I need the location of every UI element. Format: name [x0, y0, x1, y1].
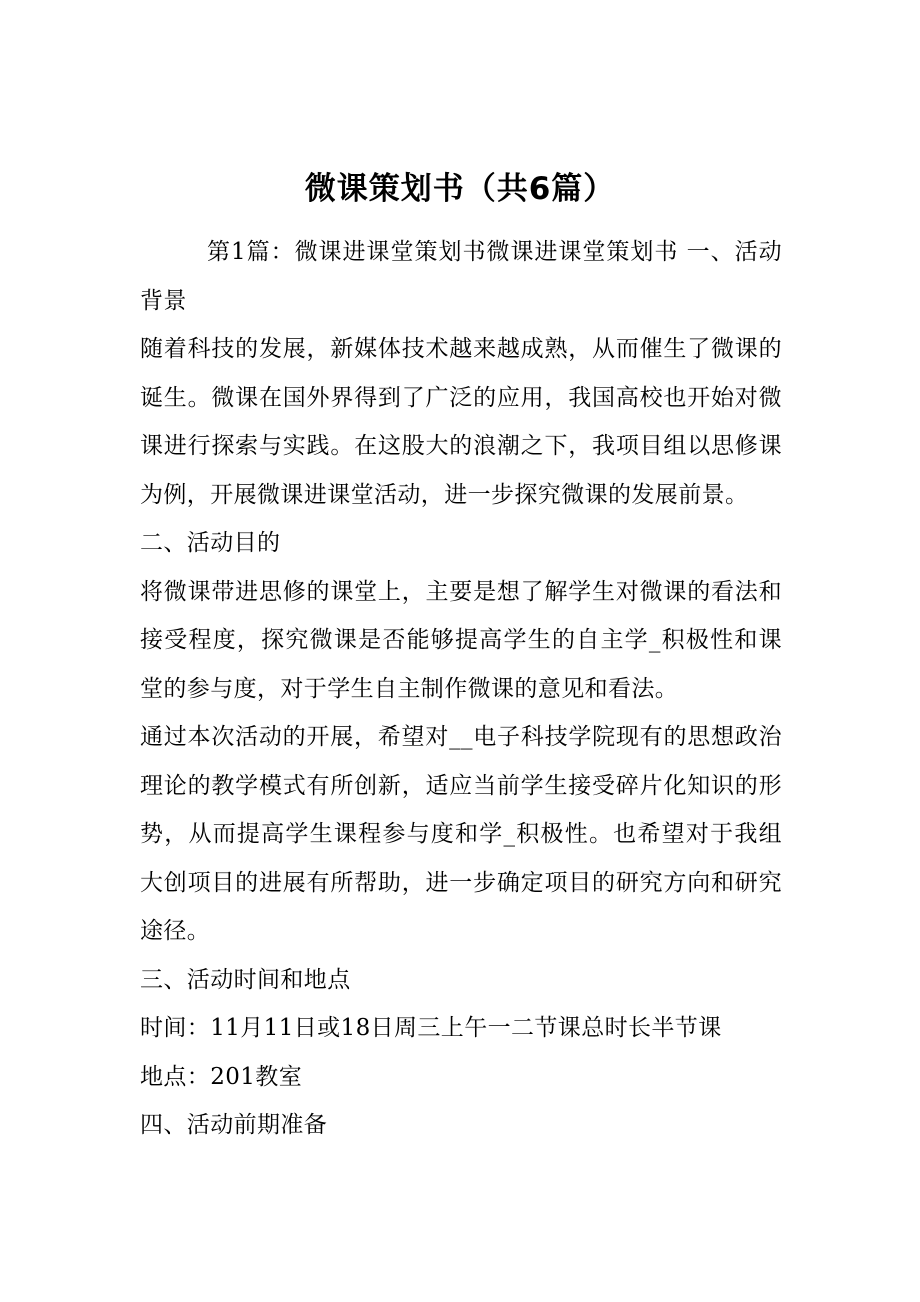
paragraph-place: 地点：201教室 [140, 1063, 303, 1090]
section-heading-preparation: 四、活动前期准备 [140, 1112, 328, 1138]
paragraph-expectation: 通过本次活动的开展，希望对__电子科技学院现有的思想政治理论的教学模式有所创新，适应当前学生接受碎片化知识的形势，从而提高学生课程参与度和学_积极性。也希望对于我组大创项目的进展有所帮助，进一步确定项目的研究方向和研究途径。 [140, 724, 782, 944]
paragraph-purpose: 将微课带进思修的课堂上，主要是想了解学生对微课的看法和接受程度，探究微课是否能够提高学生的自主学_积极性和课堂的参与度，对于学生自主制作微课的意见和看法。 [140, 578, 782, 702]
section-heading-time-place: 三、活动时间和地点 [140, 966, 351, 993]
paragraph-background: 随着科技的发展，新媒体技术越来越成熟，从而催生了微课的诞生。微课在国外界得到了广泛的应用，我国高校也开始对微课进行探索与实践。在这股大的浪潮之下，我项目组以思修课为例，开展微课进课堂活动，进一步探究微课的发展前景。 [140, 336, 782, 508]
paragraph-time: 时间：11月11日或18日周三上午一二节课总时长半节课 [140, 1015, 722, 1041]
paragraph-intro: 第1篇：微课进课堂策划书微课进课堂策划书 一、活动背景 [140, 239, 782, 314]
document-title: 微课策划书（共6篇） [304, 170, 616, 207]
section-heading-purpose: 二、活动目的 [140, 530, 281, 556]
document-body [140, 228, 782, 1150]
